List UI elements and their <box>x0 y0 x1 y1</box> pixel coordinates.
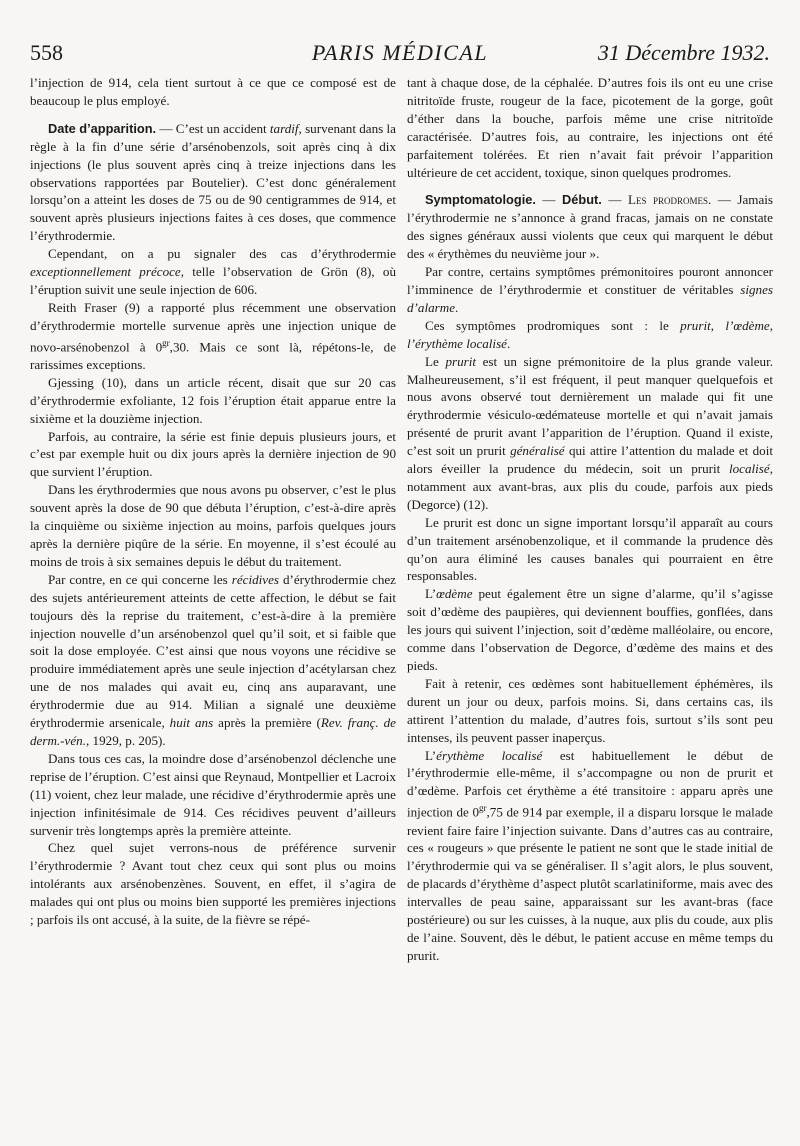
paragraph: Cependant, on a pu signaler des cas d’érythrodermie exceptionnellement précoce, telle l’observation de Grön (8), où l’éruption suivit une seule injection de 606. <box>30 246 396 297</box>
running-header <box>30 40 770 74</box>
paragraph: Dans les érythrodermies que nous avons pu observer, c’est le plus souvent après la dose de 90 que débuta l’éruption, c’est-à-dire après la cinquième ou sixième injection au moins, parfois quelques jours après la dernière piqûre de la série. En moyenne, il s’est écoulé au moins de trois à six semaines depuis le début du traitement. <box>30 482 396 569</box>
journal-title: PARIS MÉDICAL <box>311 40 489 65</box>
paragraph: Par contre, certains symptômes prémonitoires pouront annoncer l’imminence de l’érythrodermie et constituer de véritables signes d’alarme. <box>407 264 773 315</box>
paragraph: Parfois, au contraire, la série est finie depuis plusieurs jours, et c’est par exemple huit ou dix jours après la dernière injection de 90 que survient l’éruption. <box>30 428 396 480</box>
paragraph: Dans tous ces cas, la moindre dose d’arsénobenzol déclenche une reprise de l’éruption. C’est ainsi que Reynaud, Montpellier et Lacroix (11) voient, chez leur malade, une récidive d’érythrodermie après une injection infinitésimale de 914. Ces récidives peuvent d’ailleurs survenir très longtemps après la première atteinte. <box>30 750 396 838</box>
section-heading: Symptomatologie. <box>425 192 536 208</box>
paragraph: Par contre, en ce qui concerne les récidives d’érythrodermie chez des sujets antérieurement atteints de cette affection, le début se fait toujours dès la reprise du traitement, c’est-à-dire à la première injection nouvelle d’un arsénobenzol quel qu’il soit, et si faible que soit la dose employée. C’est ainsi que nous voyons une récidive se produire immédiatement après une seule injection d’acétylarsan chez une de nos malades qui avait eu, cinq ans auparavant, une érythrodermie due au 914. Milian a signalé une deuxième érythrodermie arsenicale, huit ans après la première (Rev. franç. de derm.-vén., 1929, p. 205). <box>30 571 396 748</box>
paragraph: Date d’apparition. — C’est un accident tardif, survenant dans la règle à la fin d’une série d’arsénobenzols, soit après cinq à dix injections (le plus souvent après cinq à treize injections dans les observations rapportées par Boutelier). C’est donc généralement lorsqu’on a atteint les doses de 75 ou de 90 centigrammes de 914, et souvent après plusieurs injections faites à ces doses, que commence l’érythrodermie. <box>30 120 396 244</box>
paragraph: Gjessing (10), dans un article récent, disait que sur 20 cas d’érythrodermie exfoliante, 12 fois l’éruption était apparue entre la sixième et la douzième injection. <box>30 374 396 426</box>
paragraph: Reith Fraser (9) a rapporté plus récemment une observation d’érythrodermie mortelle survenue après une injection unique de novo-arsénobenzol à $0^{gr},30$. Mais ce sont là, répétons-le, de rarissimes exceptions. <box>30 299 397 372</box>
issue-date: 31 Décembre 1932. <box>597 40 770 65</box>
left-column <box>30 74 396 929</box>
paragraph: Le prurit est donc un signe important lorsqu’il apparaît au cours d’un traitement arsénobenzolique, et il commande la prudence dès qu’on aura éliminé les causes banales qui pourraient en être responsables. <box>407 514 773 584</box>
right-column <box>407 74 773 965</box>
section-heading: Date d’apparition. <box>48 120 157 136</box>
paragraph: Fait à retenir, ces œdèmes sont habituellement éphémères, ils durent un jour ou deux, parfois moins. Si, dans certains cas, ils attirent l’attention du malade, d’autres fois, surtout s’ils sont peu intenses, ils peuvent passer inaperçus. <box>407 675 773 745</box>
paragraph: Symptomatologie. — Début. — Les prodromes. — Jamais l’érythrodermie ne s’annonce à grand fracas, jamais on ne constate des signes généraux aussi violents que ceux qui marquent le début des « érythèmes du neuvième jour ». <box>407 192 773 262</box>
paragraph: Le prurit est un signe prémonitoire de la plus grande valeur. Malheureusement, s’il est fréquent, il peut manquer quelquefois et nous avons observé tout dernièrement un malade qui fit une érythrodermie vésiculo-œdémateuse mortelle et qui n’avait jamais présenté de prurit avant l’apparition de l’éruption. Quand il existe, c’est soit un prurit généralisé qui attire l’attention du malade et doit alors éveiller la prudence du médecin, soit un prurit localisé, notamment aux avant-bras, aux plis du coude, parfois aux pieds (Degorce) (12). <box>407 353 773 512</box>
paragraph: l’injection de 914, cela tient surtout à ce que ce composé est de beaucoup le plus employé. <box>30 75 396 108</box>
page-number: 558 <box>30 40 63 65</box>
paragraph: Ces symptômes prodromiques sont : le prurit, l’œdème, l’érythème localisé. <box>407 317 773 351</box>
subsection-heading: Début. <box>562 192 602 208</box>
subsection-title: Les prodromes. <box>627 192 712 208</box>
paragraph: L’œdème peut également être un signe d’alarme, qu’il s’agisse soit d’œdème des paupières, qui deviennent bouffies, gonflées, dans les jours qui suivent l’injection, soit d’œdème malléolaire, ou encore, comme dans l’observation de Degorce, d’œdème des mains et des pieds. <box>407 586 773 673</box>
paragraph: tant à chaque dose, de la céphalée. D’autres fois ils ont eu une crise nitritoïde fruste, rougeur de la face, picotement de la gorge, goût d’éther dans la bouche, parfois même une crise nitritoïde caractérisée. D’autres fois, au contraire, les injections ont été parfaitement tolérées. Et rien n’avait fait prévoir l’apparition ultérieure de cet accident, toxique, sinon quelques prodromes. <box>407 75 773 180</box>
paragraph: Chez quel sujet verrons-nous de préférence survenir l’érythrodermie ? Avant tout chez ceux qui sont plus ou moins intolérants aux arsénobenzènes. Souvent, en effet, il s’agira de malades qui ont plus ou moins bien supporté les premières injections ; parfois ils ont accusé, à la suite, de la fièvre se répé- <box>30 840 396 928</box>
paragraph: L’érythème localisé est habituellement le début de l’érythrodermie elle-même, il s’accompagne ou non de prurit et d’œdème. Parfois cet érythème a été transitoire : apparu après une injection de $0^{gr},75$ de 914 par exemple, il a disparu lorsque le malade revient faire faire l’injection suivante. Dans d’autres cas au contraire, ces « rougeurs » que présente le patient ne sont que le stade initial de l’érythrodermie qui va se généraliser. Il s’agit alors, le plus souvent, de placards d’érythème d’aspect plutôt scarlatiniforme, mais avec des intervalles de peau saine, apparaissant sur les avant-bras (face postérieure) ou sur les cuisses, à la nuque, aux plis du coude, aux plis de l’aine. Souvent, dès le début, le patient accuse en même temps du prurit. <box>407 747 774 963</box>
